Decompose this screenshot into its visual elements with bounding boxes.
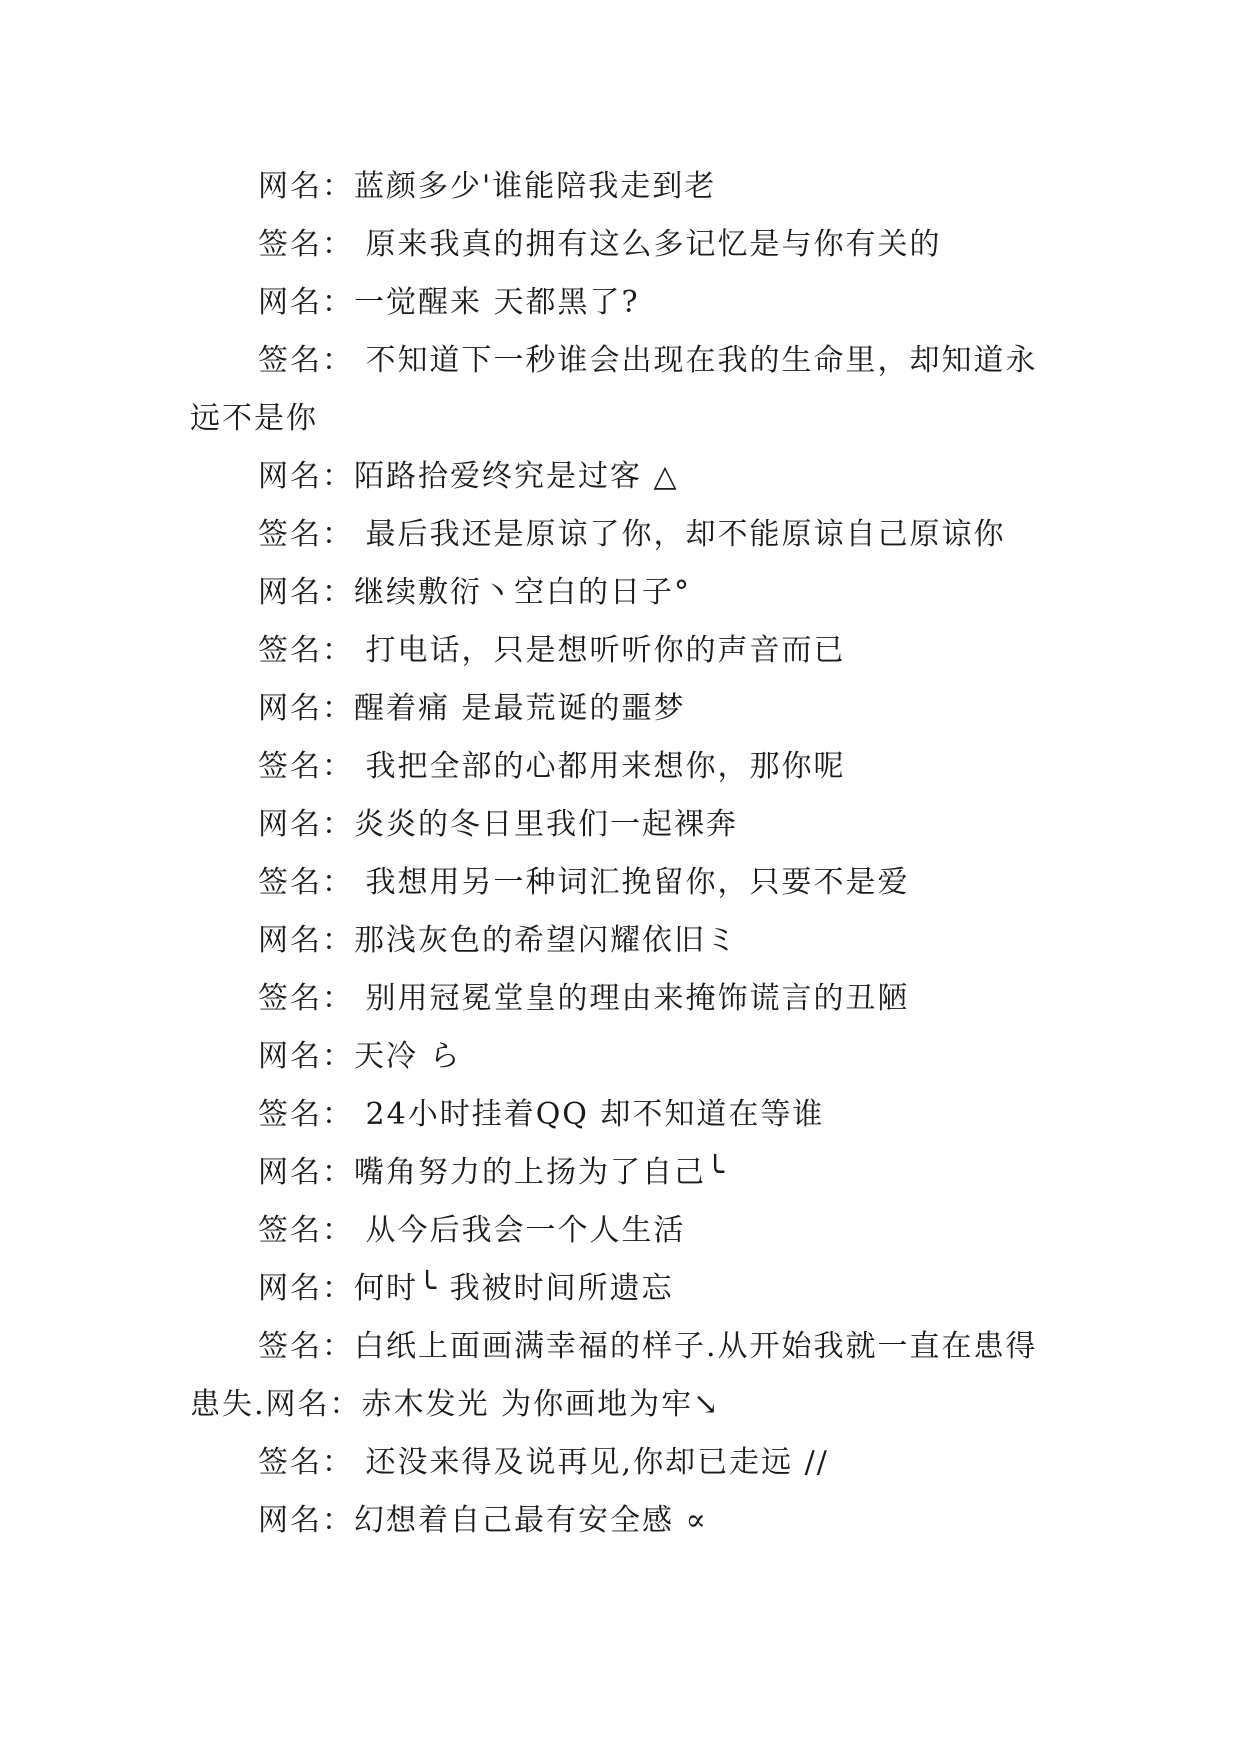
paragraph-netname-5: 网名：醒着痛 是最荒诞的噩梦 xyxy=(258,691,686,726)
paragraph-netname-4: 网名：继续敷衍丶空白的日子° xyxy=(258,575,691,610)
paragraph-signature-9: 签名： 从今后我会一个人生活 xyxy=(258,1213,686,1248)
paragraph-netname-9: 网名：嘴角努力的上扬为了自己╰ xyxy=(258,1155,727,1190)
paragraph-signature-7: 签名： 别用冠冕堂皇的理由来掩饰谎言的丑陋 xyxy=(258,981,910,1016)
paragraph-netname-2: 网名：一觉醒来 天都黑了? xyxy=(258,285,640,320)
paragraph-netname-8: 网名：天冷 ら xyxy=(258,1039,462,1074)
paragraph-signature-11: 签名： 还没来得及说再见,你却已走远 // xyxy=(258,1445,829,1480)
paragraph-signature-3: 签名： 最后我还是原谅了你，却不能原谅自己原谅你 xyxy=(258,517,1006,552)
paragraph-netname-3: 网名：陌路拾爱终究是过客 △ xyxy=(258,459,679,494)
document-body xyxy=(190,158,1060,1550)
paragraph-netname-6: 网名：炎炎的冬日里我们一起裸奔 xyxy=(258,807,738,842)
paragraph-signature-1: 签名： 原来我真的拥有这么多记忆是与你有关的 xyxy=(258,227,942,262)
paragraph-netname-7: 网名：那浅灰色的希望闪耀依旧ミ xyxy=(258,923,738,958)
paragraph-netname-11: 网名：幻想着自己最有安全感 ∝ xyxy=(258,1503,708,1538)
paragraph-signature-6: 签名： 我想用另一种词汇挽留你，只要不是爱 xyxy=(258,865,910,900)
paragraph-netname-1: 网名：蓝颜多少'谁能陪我走到老 xyxy=(258,169,717,204)
paragraph-signature-10: 签名：白纸上面画满幸福的样子.从开始我就一直在患得患失.网名：赤木发光 为你画地为牢↘ xyxy=(190,1329,1038,1422)
paragraph-netname-10: 网名：何时╰ 我被时间所遗忘 xyxy=(258,1271,674,1306)
paragraph-signature-5: 签名： 我把全部的心都用来想你，那你呢 xyxy=(258,749,846,784)
paragraph-signature-2: 签名： 不知道下一秒谁会出现在我的生命里，却知道永远不是你 xyxy=(190,343,1038,436)
paragraph-signature-8: 签名： 24小时挂着QQ 却不知道在等谁 xyxy=(258,1097,825,1132)
paragraph-signature-4: 签名： 打电话，只是想听听你的声音而已 xyxy=(258,633,846,668)
